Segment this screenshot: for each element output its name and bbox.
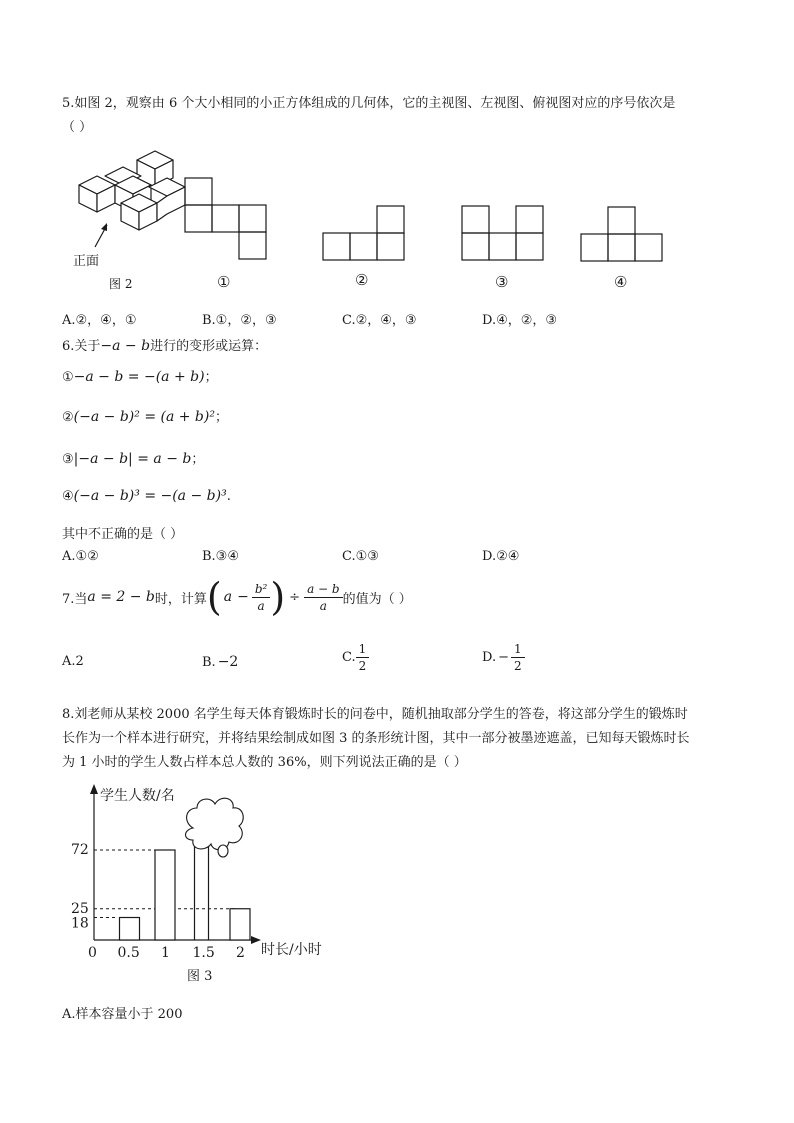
q7-right-paren: ) <box>270 575 286 619</box>
q7-option-c-num: 1 <box>356 643 370 658</box>
y-tick-72: 72 <box>71 842 89 858</box>
x-tick-0: 0 <box>88 945 97 961</box>
q8-stem-line3: 为 1 小时的学生人数占样本总人数的 36%，则下列说法正确的是（ ） <box>62 755 467 770</box>
q7-stem-suffix: 的值为（ ） <box>342 591 412 607</box>
q6-item-2-expr: (−a − b)² = (a + b)² <box>73 409 215 425</box>
q7-option-c-frac <box>356 643 370 672</box>
cube-solid-figure <box>79 151 185 230</box>
q7-option-a-label: A. <box>62 654 76 669</box>
q6-option-a[interactable]: A.①② <box>62 549 99 564</box>
q6-stem-prefix: 6.关于 <box>62 339 101 354</box>
y-axis-arrow <box>90 784 98 794</box>
view-label-1: ① <box>217 273 231 291</box>
q5-stem-line2: （ ） <box>62 120 93 135</box>
front-label: 正面 <box>73 254 100 269</box>
q7-expr-a: a <box>223 589 233 605</box>
q7-option-d-sign: − <box>498 650 509 665</box>
q7-frac2-den: a <box>319 598 327 613</box>
bar-0.5 <box>120 918 140 941</box>
q6-item-2 <box>62 406 228 425</box>
q7-frac1-den: a <box>257 598 265 613</box>
q7-option-d-label: D. <box>482 650 497 665</box>
view-1 <box>185 178 266 259</box>
q6-option-c[interactable]: C.①③ <box>342 549 379 564</box>
q6-ask: 其中不正确的是（ ） <box>62 527 184 542</box>
q6-option-d[interactable]: D.②④ <box>482 549 520 564</box>
x-axis-label: 时长/小时 <box>261 942 322 958</box>
view-label-4: ④ <box>614 273 628 291</box>
q5-option-a[interactable]: A.②，④，① <box>62 313 137 328</box>
q7-div-sign: ÷ <box>289 589 301 605</box>
q7-option-a-text: 2 <box>75 654 84 669</box>
view-label-3: ③ <box>495 273 509 291</box>
q6-item-3-num: ③ <box>62 452 74 467</box>
q6-item-3-expr: |−a − b| = a − b <box>73 451 192 467</box>
bar-2 <box>230 909 250 940</box>
bar-1 <box>155 850 175 940</box>
q7-option-c-den: 2 <box>358 659 367 673</box>
q7-option-d-den: 2 <box>514 659 522 673</box>
q5-option-c[interactable]: C.②，④，③ <box>342 313 417 328</box>
q6-item-2-end: ； <box>214 410 228 425</box>
q7-option-d-num: 1 <box>511 643 525 658</box>
view-label-2: ② <box>355 271 369 289</box>
y-axis-label: 学生人数/名 <box>100 788 175 804</box>
q6-stem <box>62 335 267 354</box>
fig2-caption: 图 2 <box>109 277 133 291</box>
view-3 <box>462 206 543 260</box>
q7-frac1 <box>252 583 271 612</box>
q6-item-4-end: . <box>226 489 231 504</box>
view-4 <box>581 207 662 261</box>
q5-figures <box>65 145 665 305</box>
q6-item-1 <box>62 366 218 385</box>
q6-item-4-num: ④ <box>62 489 74 504</box>
q7-condition: a = 2 − b <box>87 589 155 605</box>
q7-option-d-frac <box>511 643 525 672</box>
y-tick-25: 25 <box>71 900 89 917</box>
view-2 <box>323 206 404 260</box>
q7-stem <box>62 575 412 619</box>
x-tick-0.5: 0.5 <box>117 945 140 961</box>
q5-option-b[interactable]: B.①，②，③ <box>202 313 277 328</box>
q6-stem-suffix: 进行的变形或运算： <box>150 339 268 354</box>
q5-stem-line1: 5.如图 2，观察由 6 个大小相同的小正方体组成的几何体，它的主视图、左视图、俯视图对应的序号依次是 <box>62 96 676 111</box>
q6-item-1-end: ； <box>204 370 218 385</box>
x-tick-2: 2 <box>236 945 245 961</box>
q7-left-paren: ( <box>206 575 222 619</box>
q6-item-1-num: ① <box>62 370 74 385</box>
bar-chart <box>65 780 365 990</box>
x-tick-1: 1 <box>161 945 170 961</box>
q7-option-d[interactable] <box>482 643 525 672</box>
q8-stem-line2: 长作为一个样本进行研究，并将结果绘制成如图 3 的条形统计图，其中一部分被墨迹遮盖，已知每天锻炼时长 <box>62 731 690 746</box>
q7-option-b-text: −2 <box>217 654 239 670</box>
q6-item-3-end: ； <box>191 452 205 467</box>
q6-item-4-expr: (−a − b)³ = −(a − b)³ <box>73 488 227 504</box>
q7-frac2-num: a − b <box>304 583 343 598</box>
q7-stem-prefix: 7.当 <box>62 591 88 607</box>
q7-option-a[interactable] <box>62 654 84 669</box>
q7-option-c-label: C. <box>342 650 356 665</box>
q7-option-b-label: B. <box>202 655 216 670</box>
q7-option-c[interactable] <box>342 643 369 672</box>
q5-option-d[interactable]: D.④，②，③ <box>482 313 558 328</box>
q6-item-2-num: ② <box>62 410 74 425</box>
y-tick-18: 18 <box>71 915 89 932</box>
q6-option-b[interactable]: B.③④ <box>202 549 239 564</box>
x-tick-1.5: 1.5 <box>192 945 215 961</box>
q7-frac1-num: b² <box>252 583 271 598</box>
q6-item-1-expr: −a − b = −(a + b) <box>73 369 205 385</box>
chart-caption: 图 3 <box>187 969 213 984</box>
q7-stem-mid: 时，计算 <box>154 591 207 607</box>
q8-stem-line1: 8.刘老师从某校 2000 名学生每天体育锻炼时长的问卷中，随机抽取部分学生的答卷，将这部分学生的锻炼时 <box>62 707 688 722</box>
q6-item-4 <box>62 488 231 504</box>
q6-item-3 <box>62 448 204 467</box>
q7-option-b[interactable] <box>202 654 238 670</box>
q7-frac2 <box>304 583 343 612</box>
q7-expr-minus: − <box>237 589 249 605</box>
x-axis-arrow <box>251 936 261 944</box>
q8-option-a[interactable]: A.样本容量小于 200 <box>62 1007 183 1022</box>
q6-stem-expr: −a − b <box>100 338 151 354</box>
